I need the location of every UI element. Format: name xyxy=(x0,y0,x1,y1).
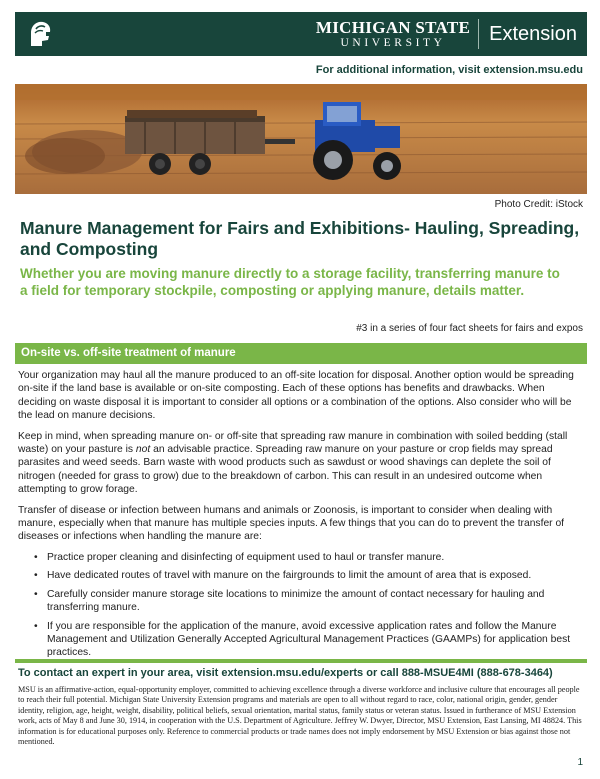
paragraph-2-emphasis: not xyxy=(135,444,151,456)
additional-info-link[interactable]: For additional information, visit extension.msu.edu xyxy=(315,64,583,76)
list-item: • If you are responsible for the application of the manure, avoid excessive application rates and follow the Manure Management and Utilization Generally Accepted Agricultural Management Practices (GAAMPs) for application best practices. xyxy=(34,620,584,660)
header-banner xyxy=(15,12,587,56)
brand-line2: UNIVERSITY xyxy=(340,36,446,49)
page-subtitle: Whether you are moving manure directly to a storage facility, transferring manure to a field for temporary stockpile, composting or applying manure, details matter. xyxy=(20,266,560,298)
spartan-helmet-icon xyxy=(27,19,53,49)
footer-divider xyxy=(15,659,587,663)
paragraph-2-part1: Keep in mind, when spreading manure on- or off-site that spreading raw manure in combination with soiled bedding (stall waste) on your pasture is xyxy=(18,430,568,456)
paragraph-2-part2: an advisable practice. Spreading raw manure on your pasture or crop fields may spread parasites and weed seeds. Barn waste with wood products such as sawdust or wood shavings can deplete the soil of nitrogen (needed for grass to grow) due to the breakdown of carbon. This can result in an undesired outcome when attempting to grow forage. xyxy=(18,444,553,496)
list-item: • Have dedicated routes of travel with manure on the fairgrounds to limit the amount of area that is exposed. xyxy=(34,569,584,582)
page-number: 1 xyxy=(577,757,583,768)
list-item: • Practice proper cleaning and disinfecting of equipment used to haul or transfer manure. xyxy=(34,551,584,564)
disclaimer-text: MSU is an affirmative-action, equal-opportunity employer, committed to achieving excellence through a diverse workforce and inclusive culture that encourages all people to reach their full potential. Michigan State University Extension programs and materials are open to all without regard to race, color, national origin, gender, gender identity, religion, age, height, weight, disability, political beliefs, sexual orientation, marital status, family status or veteran status. Issued in furtherance of MSU Extension work, acts of May 8 and June 30, 1914, in cooperation with the U.S. Department of Agriculture. Jeffrey W. Dwyer, Director, MSU Extension, East Lansing, MI 48824. This information is for educational purposes only. Reference to commercial products or trade names does not imply endorsement by MSU Extension or bias against those not mentioned. xyxy=(18,685,582,747)
section-heading: On-site vs. off-site treatment of manure xyxy=(15,343,587,364)
paragraph-3: Transfer of disease or infection between humans and animals or Zoonosis, is important to consider when dealing with manure, especially when that manure has multiple species inputs. A few things that you can do to prevent the transfer of diseases or infections when handling the manure are: xyxy=(18,504,565,543)
extension-label: Extension xyxy=(489,22,577,45)
list-item: • Carefully consider manure storage site locations to minimize the amount of contact necessary for hauling and transferring manure. xyxy=(34,588,584,615)
header-divider xyxy=(478,19,479,49)
msu-wordmark xyxy=(316,19,470,50)
hero-photo-tractor-spreader xyxy=(15,84,587,194)
photo-credit: Photo Credit: iStock xyxy=(494,199,583,210)
page-title: Manure Management for Fairs and Exhibitions- Hauling, Spreading, and Composting xyxy=(20,218,580,259)
paragraph-2 xyxy=(18,430,584,497)
paragraph-1: Your organization may haul all the manure produced to an off-site location for disposal. Another option would be spreading on-site if the land base is available or on-site composting. Each of these options has benefits and drawbacks. When deciding on waste disposal it is important to consider all options or a combination of the options. Also consider who will be the lead on manure decisions. xyxy=(18,370,574,422)
brand-line1: MICHIGAN STATE xyxy=(315,17,471,37)
contact-expert-line[interactable]: To contact an expert in your area, visit extension.msu.edu/experts or call 888-MSUE4MI (888-678-3464) xyxy=(18,667,553,679)
prevention-list xyxy=(34,551,584,660)
section-body xyxy=(18,369,584,665)
series-note: #3 in a series of four fact sheets for fairs and expos xyxy=(356,323,583,334)
